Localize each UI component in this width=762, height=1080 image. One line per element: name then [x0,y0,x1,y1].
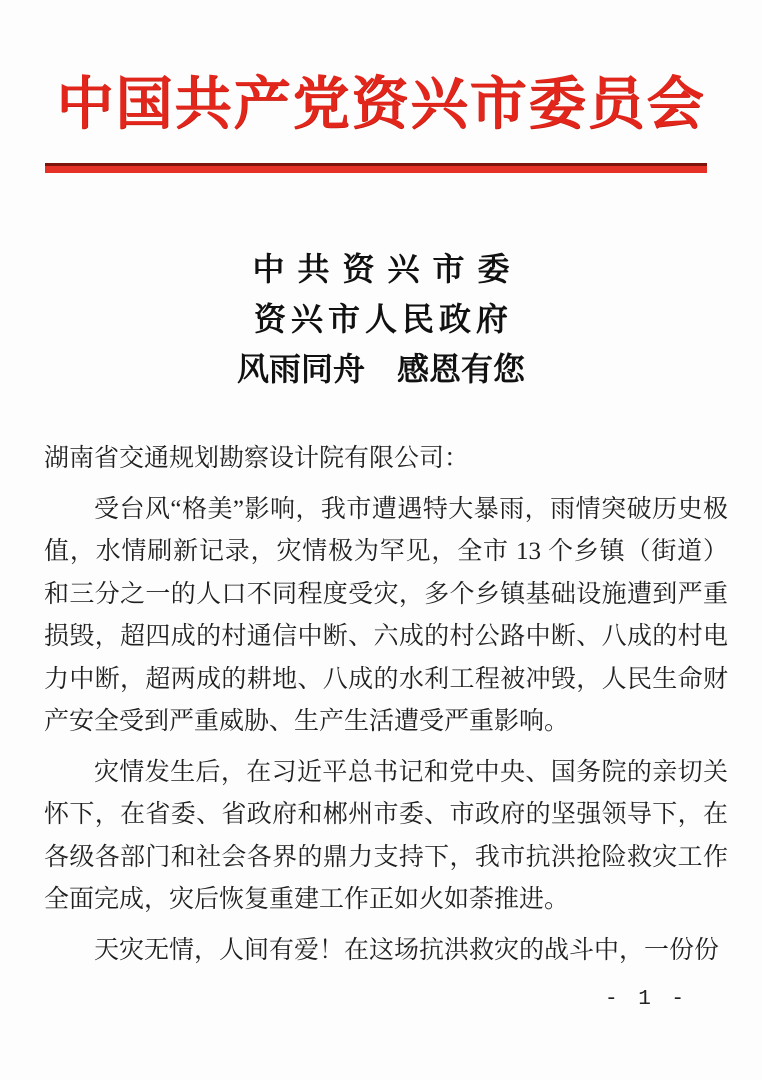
salutation-line: 湖南省交通规划勘察设计院有限公司： [44,445,470,472]
body-paragraph-1: 受台风“格美”影响，我市遭遇特大暴雨，雨情突破历史极值，水情刷新记录，灾情极为罕见，全市 13 个乡镇（街道）和三分之一的人口不同程度受灾，多个乡镇基础设施遭到严重损毁，超四成的村通信中断、六成的村公路中断、八成的村电力中断，超两成的耕地、八成的水利工程被冲毁，人民生命财产安全受到严重威胁、生产生活遭受严重影响。 [44,495,728,735]
page-number: - 1 - [604,988,688,1011]
body-paragraph-3: 天灾无情，人间有爱！在这场抗洪救灾的战斗中，一份份 [94,936,720,964]
document-title-line-3: 风雨同舟 感恩有您 [236,351,525,387]
document-title-line-1: 中共资兴市委 [252,251,523,287]
document-title-block [0,244,762,394]
letterhead-divider [45,163,707,173]
body-paragraph-2: 灾情发生后，在习近平总书记和党中央、国务院的亲切关怀下，在省委、省政府和郴州市委、市政府的坚强领导下，在各级各部门和社会各界的鼎力支持下，我市抗洪抢险救灾工作全面完成，灾后恢复重建工作正如火如荼推进。 [44,758,728,913]
document-title-line-2: 资兴市人民政府 [253,301,513,337]
document-body [44,438,728,980]
letterhead-title: 中国共产党资兴市委员会 [56,73,706,136]
